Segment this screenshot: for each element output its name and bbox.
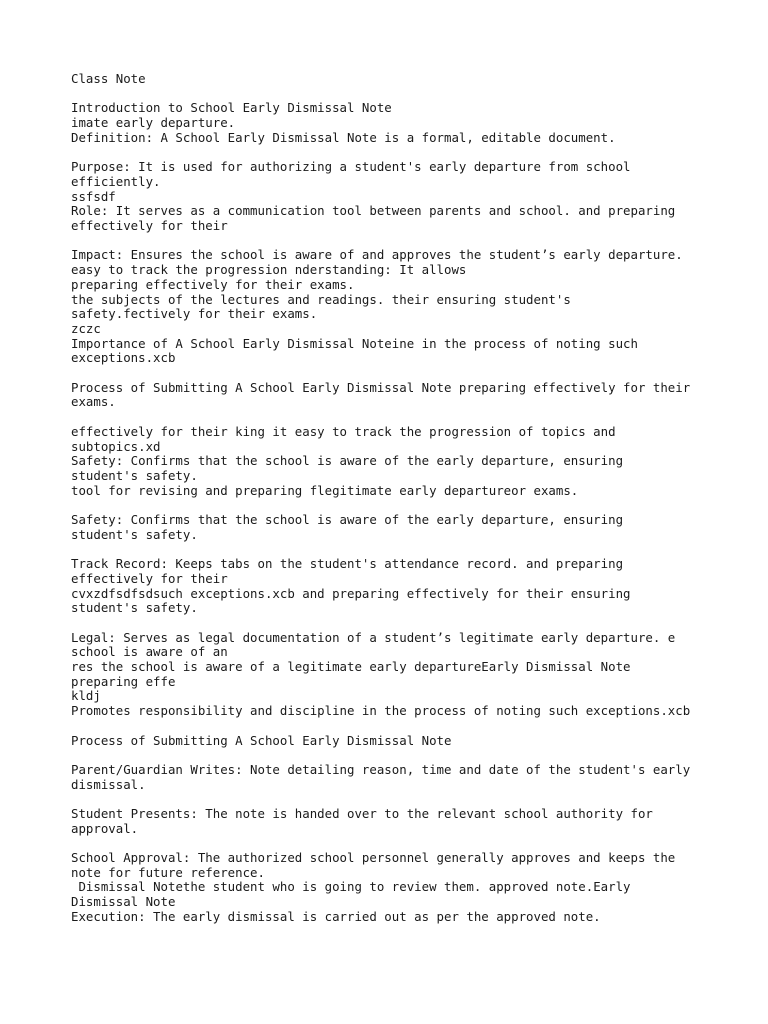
text-paragraph xyxy=(71,631,711,719)
text-line: preparing effectively for their exams. xyxy=(71,276,355,292)
text-line: Process of Submitting A School Early Dismissal Note preparing effectively for their xyxy=(71,379,691,395)
text-line: school is aware of an xyxy=(71,644,228,660)
document-page xyxy=(71,72,711,939)
text-line: student's safety. xyxy=(71,467,198,483)
text-line: student's safety. xyxy=(71,600,198,616)
text-line: exams. xyxy=(71,394,116,410)
text-line: Safety: Confirms that the school is aware of the early departure, ensuring xyxy=(71,512,624,527)
text-line: Execution: The early dismissal is carried out as per the approved note. xyxy=(71,908,601,924)
text-line: cvxzdfsdfsdsuch exceptions.xcb and preparing effectively for their ensuring xyxy=(71,585,631,601)
text-line: ssfsdf xyxy=(71,188,116,204)
text-line: effectively for their xyxy=(71,570,228,586)
text-paragraph xyxy=(71,248,711,366)
text-paragraph xyxy=(71,734,711,749)
text-paragraph xyxy=(71,851,711,925)
text-line: Impact: Ensures the school is aware of and approves the student’s early departure. xyxy=(71,247,683,263)
text-line: Purpose: It is used for authorizing a student's early departure from school xyxy=(71,159,631,175)
text-line: Parent/Guardian Writes: Note detailing reason, time and date of the student's early xyxy=(71,761,691,777)
text-line: student's safety. xyxy=(71,526,198,542)
text-line: Student Presents: The note is handed over to the relevant school authority for xyxy=(71,805,653,821)
text-line: the subjects of the lectures and readings. their ensuring student's xyxy=(71,291,571,307)
text-line: easy to track the progression nderstanding: It allows xyxy=(71,262,467,278)
text-paragraph xyxy=(71,72,711,87)
text-paragraph xyxy=(71,513,711,542)
text-line: efficiently. xyxy=(71,173,161,189)
text-line: approval. xyxy=(71,820,139,836)
text-line: Role: It serves as a communication tool between parents and school. and preparing xyxy=(71,203,676,219)
text-paragraph xyxy=(71,160,711,234)
text-line: preparing effe xyxy=(71,673,176,689)
text-line: Promotes responsibility and discipline in the process of noting such exceptions.xcb xyxy=(71,703,691,719)
text-line: imate early departure. xyxy=(71,115,236,131)
text-line: Importance of A School Early Dismissal Noteine in the process of noting such xyxy=(71,335,638,351)
text-line: Definition: A School Early Dismissal Note is a formal, editable document. xyxy=(71,129,616,145)
text-paragraph xyxy=(71,807,711,836)
text-line: Process of Submitting A School Early Dismissal Note xyxy=(71,732,452,748)
text-line: dismissal. xyxy=(71,776,146,792)
text-line: Safety: Confirms that the school is aware of the early departure, ensuring xyxy=(71,453,624,469)
text-line: Legal: Serves as legal documentation of a student’s legitimate early departure. e xyxy=(71,629,676,645)
text-line: Dismissal Notethe student who is going to review them. approved note.Early xyxy=(71,879,631,895)
text-line: effectively for their xyxy=(71,218,228,233)
text-line: Class Note xyxy=(71,71,146,86)
text-line: zczc xyxy=(71,320,101,336)
text-line: exceptions.xcb xyxy=(71,350,176,366)
text-paragraph xyxy=(71,101,711,145)
text-paragraph xyxy=(71,557,711,616)
text-line: effectively for their king it easy to track the progression of topics and xyxy=(71,423,616,439)
text-line: kldj xyxy=(71,688,101,704)
text-paragraph xyxy=(71,425,711,499)
text-line: School Approval: The authorized school personnel generally approves and keeps the xyxy=(71,850,676,866)
text-line: Dismissal Note xyxy=(71,894,176,910)
text-paragraph xyxy=(71,763,711,792)
text-line: Track Record: Keeps tabs on the student's attendance record. and preparing xyxy=(71,556,624,572)
text-line: res the school is aware of a legitimate early departureEarly Dismissal Note xyxy=(71,659,631,674)
text-line: Introduction to School Early Dismissal Note xyxy=(71,100,392,116)
text-paragraph xyxy=(71,381,711,410)
text-line: note for future reference. xyxy=(71,864,265,880)
text-line: tool for revising and preparing flegitimate early departureor exams. xyxy=(71,482,579,498)
text-line: safety.fectively for their exams. xyxy=(71,306,318,322)
text-line: subtopics.xd xyxy=(71,438,161,454)
